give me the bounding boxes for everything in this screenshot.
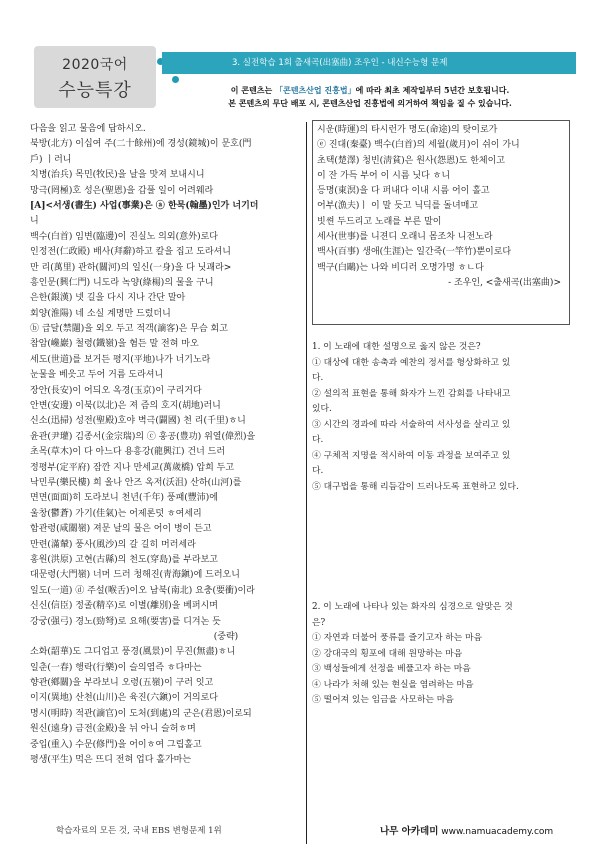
passage-line: 강궁(强弓) 경노(勁弩)로 요해(要害)를 디겨논 듯 — [30, 616, 221, 627]
passage-line: 흥인문(興仁門) 니도라 녹양(綠楊)의 물을 구니 — [30, 277, 214, 288]
poem-line: 이 잔 가득 부어 이 시름 닛다 ㅎ니 — [317, 170, 451, 181]
passage-line: 세도(世道)를 보거든 평지(平地)나가 너기노라 — [30, 354, 211, 365]
passage-line: 戶) ㅣ러니 — [30, 154, 72, 165]
answer-option: 다. — [312, 435, 324, 445]
answer-option: ⑤ 떨어져 있는 임금을 사모하는 마음 — [312, 695, 454, 705]
passage-line: 인정전(仁政殿) 배사(拜辭)하고 칼을 집고 도라셔니 — [30, 247, 231, 258]
logo-title: 수능특강 — [58, 80, 132, 101]
passage-line: 신신(信臣) 정졸(精卒)로 이별(離別)을 베퍼시며 — [30, 601, 218, 612]
passage-line: 울창(鬱蒼) 가기(佳氣)는 어제론덧 ㅎ여세리 — [30, 508, 202, 519]
passage-line: 일도(一道) ⓓ 주설(喉舌)이오 남북(南北) 요충(要衝)이라 — [30, 585, 255, 596]
question-2-stem-cont: 은? — [312, 617, 326, 628]
logo-box — [34, 46, 156, 108]
passage-line: 망극(罔極)호 성은(聖恩)을 갑풀 일이 어려웨라 — [30, 185, 214, 196]
passage-line: 향관(鄕關)을 부라보니 오령(五嶺)이 구러 잇고 — [30, 678, 214, 689]
passage-continuation-box — [312, 120, 570, 325]
answer-option: ⑤ 대구법을 통해 리듬감이 드러나도록 표현하고 있다. — [312, 481, 519, 492]
passage-line: 원신(遠身) 금전(金殿)을 뉘 아니 슬허ㅎ며 — [30, 724, 196, 735]
passage-line: 만 리(萬里) 관하(關河)의 일신(一身)을 다 닛괘라> — [30, 262, 232, 273]
passage-line: 신소(迅掃) 성전(聖殿)호야 벽극(闢國) 천 리(千里)ㅎ니 — [30, 416, 246, 427]
answer-option: ③ 백성들에게 선정을 베풀고자 하는 마음 — [312, 664, 471, 674]
passage-line: 명시(明時) 적관(謫官)이 도처(到處)의 군은(君恩)이로되 — [30, 708, 252, 719]
poem-line: ⓔ 진대(秦臺) 백수(白首)의 세월(歲月)이 쉬이 가니 — [317, 140, 520, 151]
passage-line: 참암(巉巖) 철령(鐵嶺)을 혐든 말 전혀 마오 — [30, 339, 199, 350]
passage-line: 일춘(一春) 행락(行樂)이 슬의염즉 ㅎ다마는 — [30, 662, 202, 673]
passage-line: 홍원(洪原) 고현(古縣)의 천도(穿島)를 부라보고 — [30, 554, 218, 565]
passage-line: 북방(北方) 이십여 주(二十餘州)에 경성(鏡城)이 문호(門 — [30, 139, 252, 150]
question-1-stem: 1. 이 노래에 대한 설명으로 옳지 않은 것은? — [312, 342, 481, 352]
passage-line: (중략) — [213, 631, 239, 642]
footer-url[interactable]: www.namuacademy.com — [441, 827, 554, 837]
question-2-options — [312, 631, 572, 709]
passage-line: 낙민루(樂民樓) 희 올나 안즈 옥저(沃沮) 산하(山河)를 — [30, 477, 242, 488]
answer-option: 다. — [312, 373, 324, 383]
passage-line: 장안(長安)이 어듸오 옥경(玉京)이 구리거다 — [30, 385, 202, 396]
notice-line-2: 본 콘텐츠의 무단 배포 시, 콘텐츠산업 진흥법에 의거하여 책임을 질 수 있습니다. — [228, 98, 512, 108]
passage-line: 치병(治兵) 목민(牧民)을 날을 맛져 보내시니 — [30, 170, 205, 181]
answer-option: ④ 구체적 지명을 적시하여 이동 과정을 보여주고 있 — [312, 450, 511, 461]
logo-year: 2020국어 — [62, 57, 128, 73]
notice-line-1: 이 콘텐츠는 「콘텐츠산업 진흥법」에 따라 최초 제작일부터 5년간 보호됩니다. — [230, 85, 510, 95]
passage-line: 니 — [30, 216, 39, 227]
answer-option: 있다. — [312, 404, 332, 414]
worksheet-title-bar: 3. 실전학습 1회 출새곡(出塞曲) 조우인 - 내신수능형 문제 — [162, 52, 576, 74]
passage-line: ⓑ 급달(禁闥)을 외오 두고 적객(謫客)은 무슴 회고 — [30, 324, 228, 335]
answer-option: ④ 나라가 처해 있는 현실을 염려하는 마음 — [312, 679, 474, 690]
passage-line: 함관령(咸關嶺) 져문 날의 물은 어이 병이 든고 — [30, 524, 212, 535]
poem-line: 어부(漁夫)ㅣ 이 말 듯고 닉딕를 돌녀매고 — [317, 201, 479, 212]
answer-option: ① 대상에 대한 송축과 예찬의 정서를 형상화하고 있 — [312, 357, 511, 368]
passage-line: 평생(平生) 먹은 뜨디 전혀 업다 홀가마는 — [30, 755, 192, 766]
passage-line: 초목(草木)이 다 아느다 용흥강(龍興江) 건너 드러 — [30, 447, 226, 458]
answer-option: ② 설의적 표현을 통해 화자가 느낀 감회를 나타내고 — [312, 388, 511, 399]
passage-line: 회양(淮陽) 네 소실 계명만 드렀더니 — [30, 308, 171, 319]
question-1-options — [312, 356, 572, 496]
poem-line: 초택(楚澤) 청빈(淸貧)은 원사(怨恩)도 한체이고 — [317, 155, 505, 166]
question-2 — [312, 600, 572, 709]
passage-line: 면면(面面)히 도라보니 천년(千年) 풍패(豐沛)에 — [30, 493, 218, 504]
bullet-dot-icon — [172, 76, 179, 83]
poem-line: 백구(白鷗)는 나와 비디러 오명가명 ㅎㄴ다 — [317, 262, 484, 273]
passage-line: 정평부(定平府) 잠깐 지나 만세교(萬歲橋) 압희 두고 — [30, 462, 235, 473]
poem-lines — [317, 123, 565, 276]
passage-line: 안변(安邊) 이북(以北)은 져 즘의 호지(胡地)러니 — [30, 401, 221, 412]
poem-line: 시운(時運)의 타시런가 명도(命途)의 탓이로가 — [317, 125, 498, 135]
passage-line: 만련(滿輦) 풍사(風沙)의 갈 길히 머러세라 — [30, 539, 196, 550]
answer-option: 다. — [312, 466, 324, 476]
passage-line: 윤관(尹瓘) 김종서(金宗瑞)의 ⓒ 훙공(豊功) 위열(偉烈)을 — [30, 431, 256, 442]
question-1 — [312, 340, 572, 495]
passage-intro: 다음을 읽고 물음에 답하시오. — [30, 124, 146, 134]
poem-line: 백사(百事) 생애(生涯)는 일간죽(一竿竹)뿐이로다 — [317, 247, 512, 258]
footer-brand-name: 나무 아카데미 — [380, 826, 439, 837]
copyright-notice — [170, 84, 570, 110]
passage-left-column — [30, 122, 302, 768]
passage-line: 백수(白首) 임변(臨邊)이 진실노 의외(意外)로다 — [30, 231, 218, 242]
column-divider — [306, 122, 307, 844]
passage-line: 소화(韶華)도 그디업고 풍경(風景)이 무진(無盡)ㅎ니 — [30, 647, 236, 658]
answer-option: ② 강대국의 횡포에 대해 원망하는 마음 — [312, 648, 463, 659]
passage-line: [A]<서생(書生) 사업(事業)은 ⓐ 한묵(翰墨)인가 너기더 — [30, 200, 259, 211]
poem-source: - 조우인, <출새곡(出塞曲)> — [448, 277, 561, 288]
passage-line: 눈물을 베읏고 두어 거름 도라셔니 — [30, 370, 164, 381]
question-2-stem: 2. 이 노래에 나타나 있는 화자의 심경으로 알맞은 것 — [312, 602, 513, 612]
answer-option: ③ 시간의 경과에 따라 서술하여 서사성을 살리고 있 — [312, 419, 511, 430]
passage-lines — [30, 137, 302, 768]
footer-tagline: 학습자료의 모든 것, 국내 EBS 변형문제 1위 — [56, 826, 222, 836]
footer-brand — [380, 823, 553, 837]
poem-line: 빗쎤 두드리고 노래를 부른 말이 — [317, 216, 442, 227]
poem-line: 세사(世事)를 니젼디 오래니 몸조차 니전노라 — [317, 232, 493, 243]
passage-line: 중입(重入) 수문(修門)을 어이ㅎ여 그립홀고 — [30, 739, 202, 750]
poem-line: 등명(東溟)을 다 퍼내다 이내 시름 어이 홀고 — [317, 186, 490, 197]
passage-line: 대문령(大門嶺) 너머 드러 청해진(靑海鎭)에 드러오니 — [30, 570, 240, 581]
passage-line: 이지(異地) 산천(山川)은 육진(六鎭)이 거의로다 — [30, 693, 218, 704]
passage-line: 은한(銀漢) 넷 길을 다시 지나 간단 말아 — [30, 293, 186, 304]
answer-option: ① 자연과 더불어 풍류를 즐기고자 하는 마음 — [312, 633, 483, 643]
